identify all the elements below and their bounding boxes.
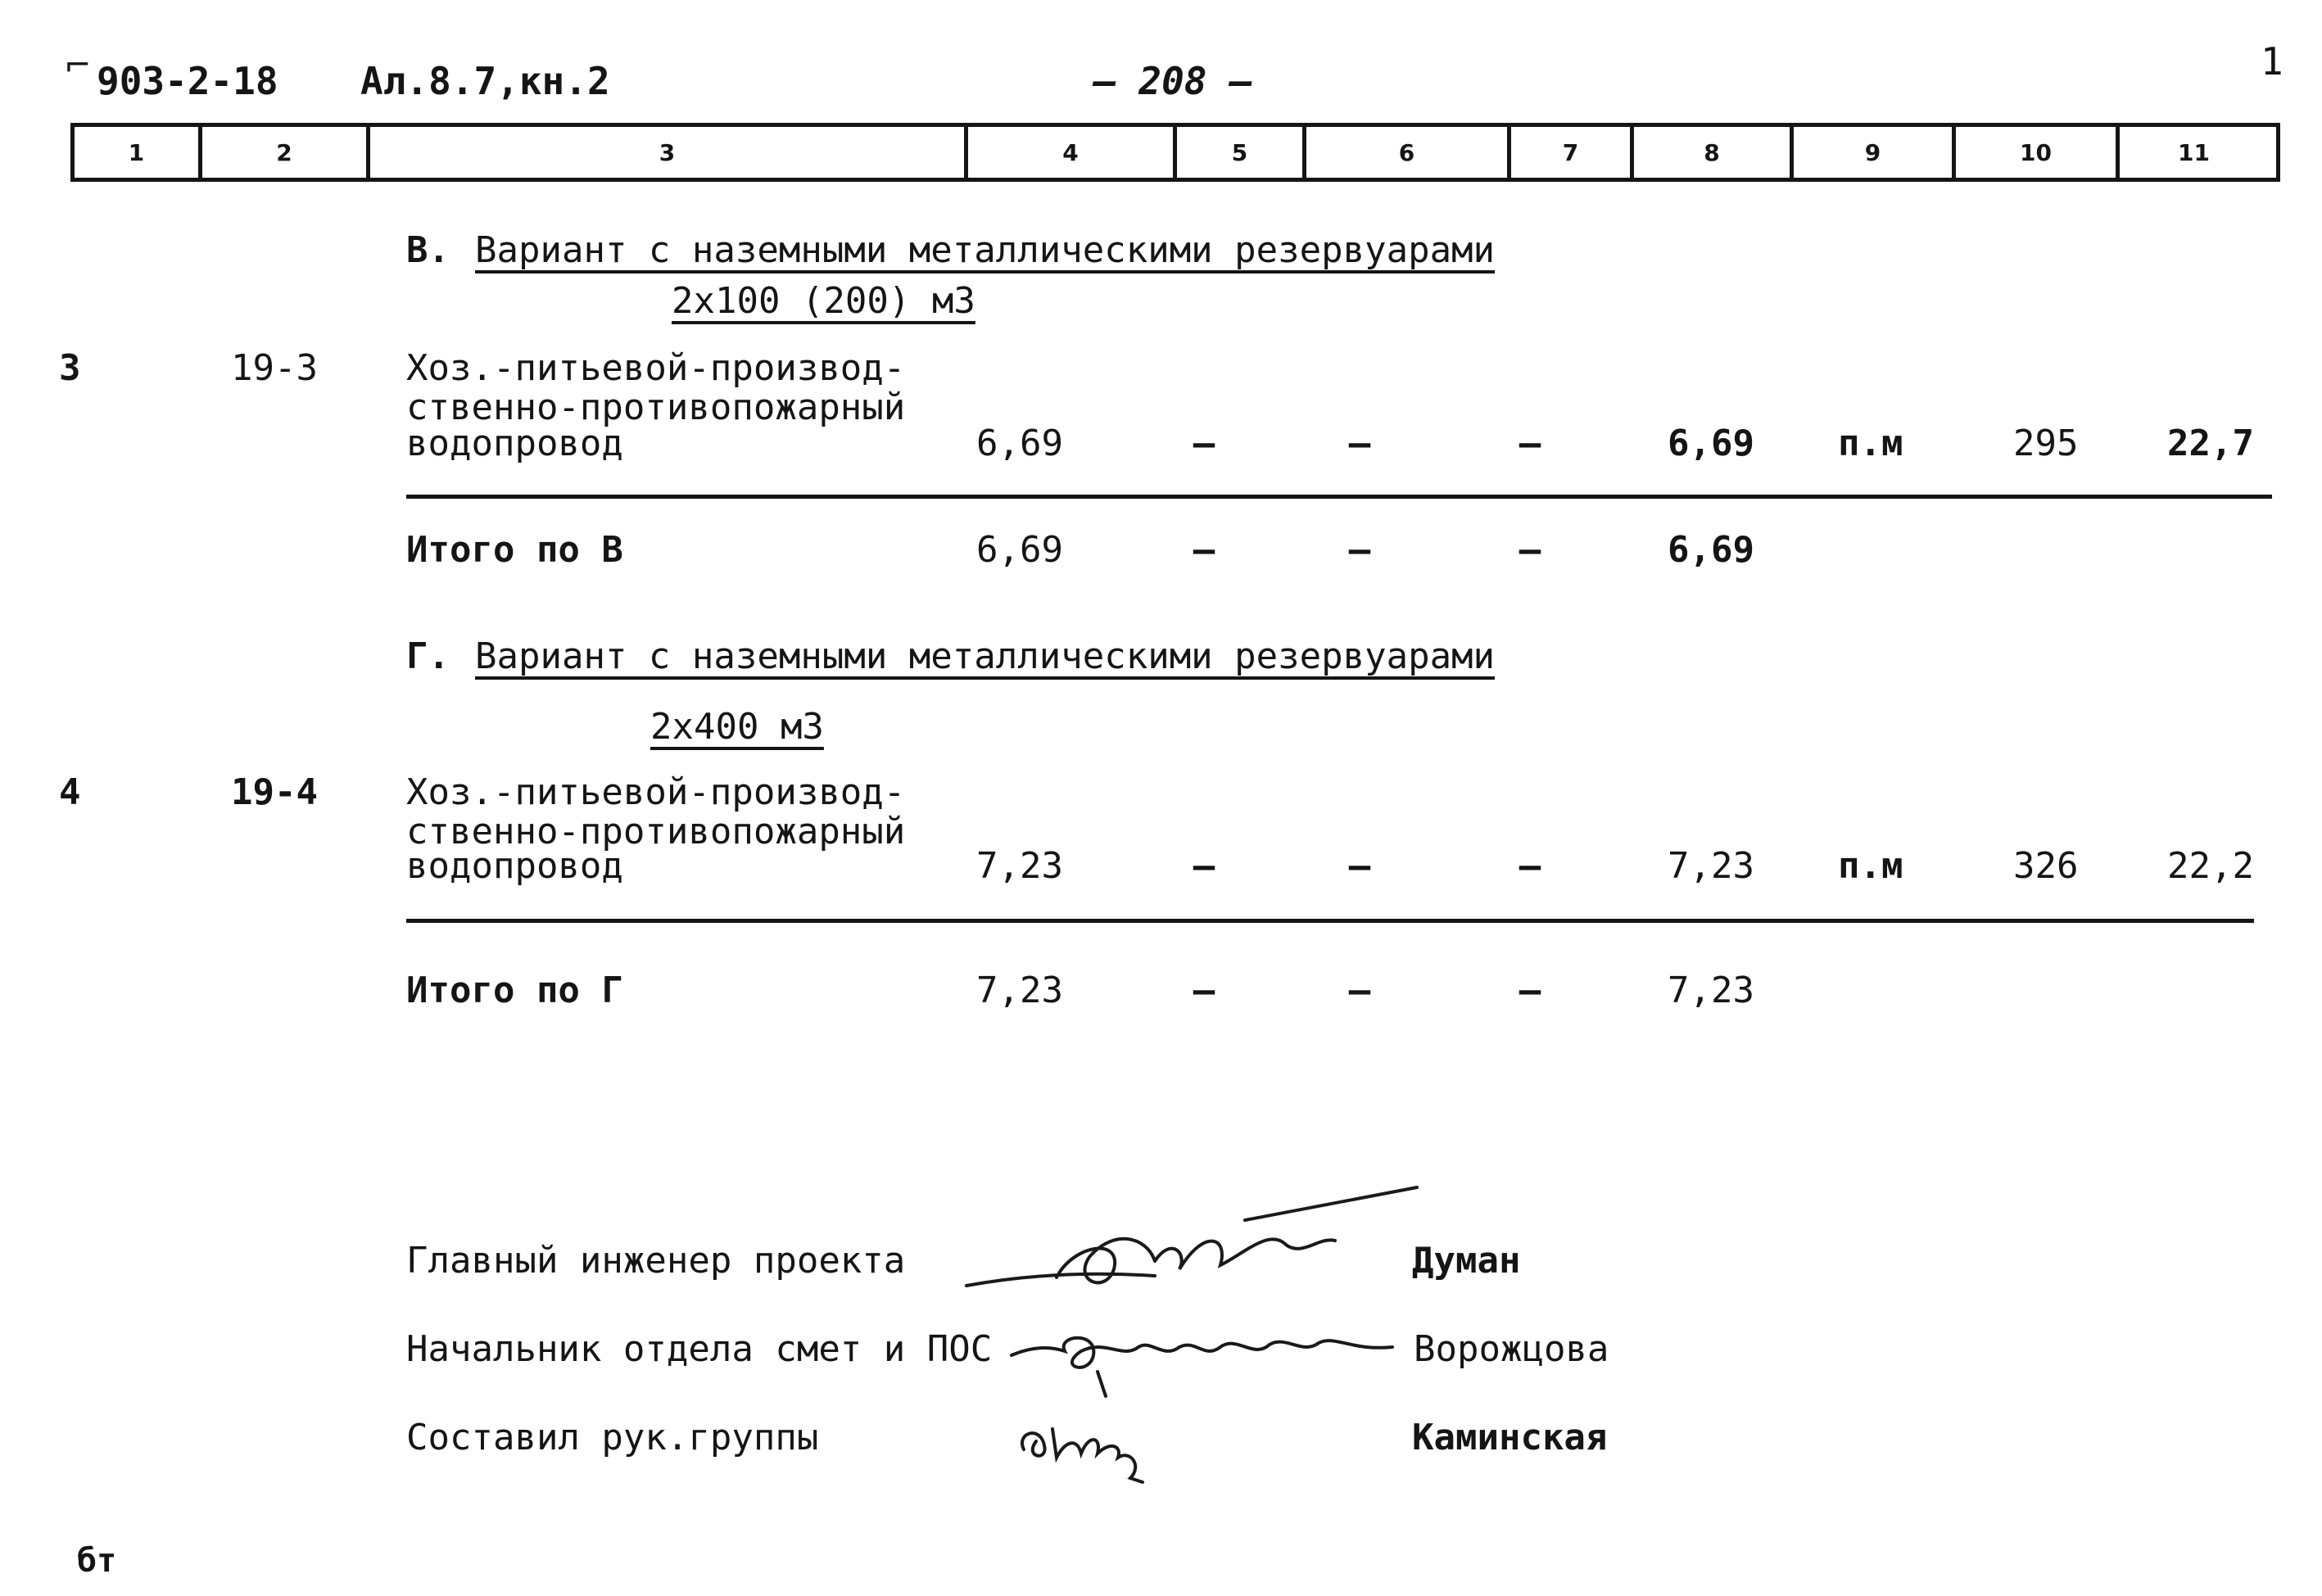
total-g-col6: – [1348, 970, 1371, 1011]
total-v-col5: – [1193, 529, 1215, 571]
col-num-10: 10 [1956, 127, 2120, 178]
row-4-col8: 7,23 [1668, 845, 1754, 887]
total-v-col4: 6,69 [976, 529, 1063, 571]
total-v-label: Итого по В [406, 529, 623, 571]
total-v-col7: – [1519, 529, 1541, 571]
total-g-col5: – [1193, 970, 1215, 1011]
row-4-unit: п.м [1838, 845, 1903, 887]
row-4-col6: – [1348, 845, 1371, 887]
col-num-1: 1 [75, 127, 202, 178]
row-4-col5: – [1193, 845, 1215, 887]
row-4-desc-line1: Хоз.-питьевой-производ- [406, 771, 906, 813]
album-reference: Ал.8.7,кн.2 [360, 59, 610, 103]
corner-page-mark: 1 [2261, 39, 2284, 84]
row-4-col10: 326 [2013, 845, 2079, 887]
row-3-desc-line1: Хоз.-питьевой-производ- [406, 347, 906, 389]
row-3-unit: п.м [1838, 423, 1903, 464]
page-number: — 208 — [1093, 59, 1252, 103]
signature-role-chief-engineer: Главный инженер проекта [406, 1240, 906, 1282]
col-num-8: 8 [1634, 127, 1794, 178]
row-3-col7: – [1519, 423, 1541, 464]
total-g-col8: 7,23 [1668, 970, 1754, 1011]
row-3-col10: 295 [2013, 423, 2079, 464]
row-3-col8: 6,69 [1668, 423, 1754, 464]
row-3-number: 3 [59, 347, 81, 389]
row-4-col11: 22,2 [2167, 845, 2254, 887]
row-4-code: 19-4 [231, 771, 318, 813]
col-num-9: 9 [1794, 127, 1956, 178]
col-num-3: 3 [370, 127, 968, 178]
signature-name-head-estimates: Ворожцова [1414, 1328, 1609, 1370]
footer-mark: бт [77, 1542, 117, 1580]
divider-line [406, 495, 2272, 499]
document-code: 903-2-18 [97, 59, 278, 103]
total-g-col4: 7,23 [976, 970, 1063, 1011]
section-g-title: Вариант с наземными металлическими резервуарами [475, 635, 1496, 677]
row-4-col4: 7,23 [976, 845, 1063, 887]
total-v-col8: 6,69 [1668, 529, 1754, 571]
col-num-7: 7 [1511, 127, 1634, 178]
row-3-desc-line2: ственно-противопожарный [406, 387, 906, 428]
section-v-prefix: В. [406, 229, 450, 271]
signature-compiler [1007, 1400, 1188, 1490]
signature-role-compiler: Составил рук.группы [406, 1417, 819, 1458]
row-4-number: 4 [59, 771, 81, 813]
row-3-col5: – [1193, 423, 1215, 464]
row-3-col4: 6,69 [976, 423, 1063, 464]
row-4-desc-line2: ственно-противопожарный [406, 811, 906, 852]
total-g-label: Итого по Г [406, 970, 623, 1011]
signature-name-chief-engineer: Думан [1412, 1240, 1521, 1282]
row-4-desc-line3: водопровод [406, 845, 623, 887]
signature-role-head-estimates: Начальник отдела смет и ПОС [406, 1328, 993, 1370]
row-3-col6: – [1348, 423, 1371, 464]
col-num-11: 11 [2178, 138, 2210, 166]
signature-head-estimates [1007, 1310, 1401, 1400]
section-v-title: Вариант с наземными металлическими резервуарами [475, 229, 1496, 271]
corner-bracket: ⌐ [64, 47, 92, 84]
total-v-col6: – [1348, 529, 1371, 571]
row-3-code: 19-3 [231, 347, 318, 389]
row-3-desc-line3: водопровод [406, 423, 623, 464]
col-num-2: 2 [202, 127, 370, 178]
row-3-col11: 22,7 [2167, 423, 2254, 464]
signature-name-compiler: Каминская [1412, 1417, 1608, 1458]
total-g-col7: – [1519, 970, 1541, 1011]
col-num-6: 6 [1306, 127, 1511, 178]
row-4-col7: – [1519, 845, 1541, 887]
section-g-subtitle: 2x400 м3 [650, 706, 824, 748]
divider-line [406, 919, 2254, 923]
col-num-5: 5 [1177, 127, 1306, 178]
signature-chief-engineer [958, 1179, 1433, 1310]
col-num-4: 4 [968, 127, 1177, 178]
column-number-row [70, 123, 2280, 182]
section-g-prefix: Г. [406, 635, 450, 677]
section-v-subtitle: 2x100 (200) м3 [672, 280, 975, 322]
